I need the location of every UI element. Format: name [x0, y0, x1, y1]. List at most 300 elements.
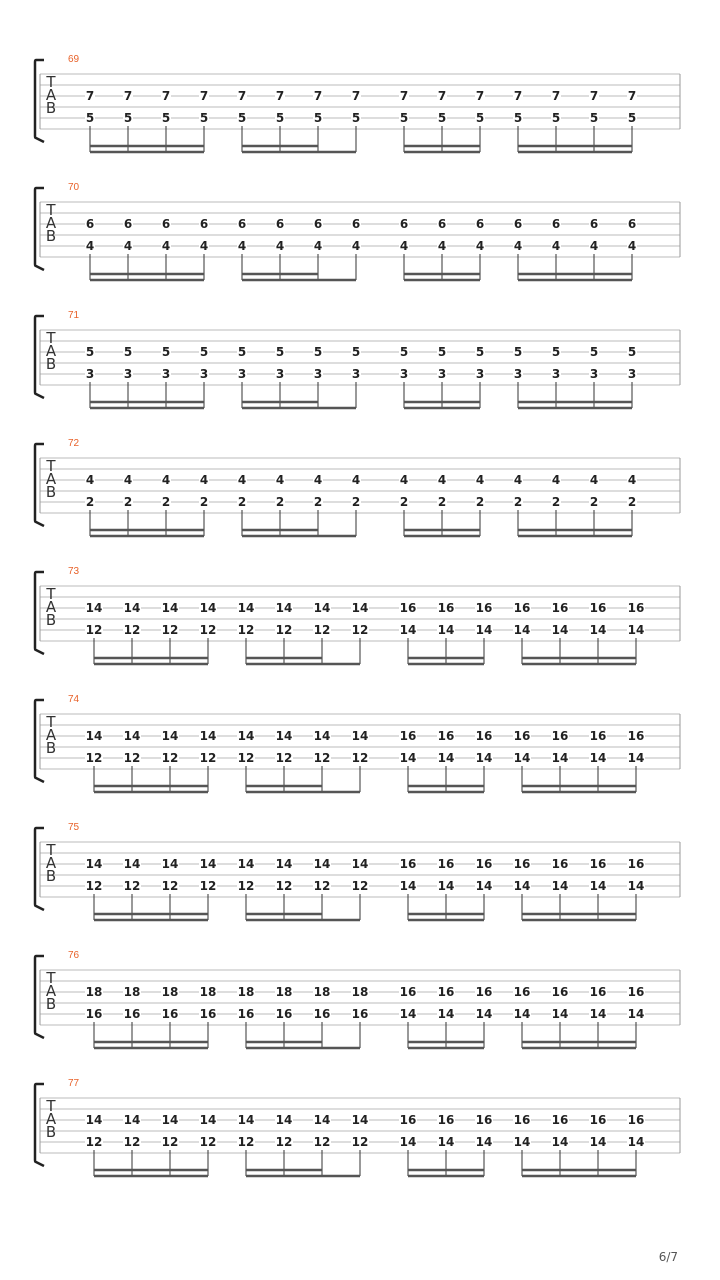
fret-number: 5 [627, 345, 637, 359]
fret-number: 4 [351, 473, 361, 487]
tab-clef-letter: B [45, 611, 57, 629]
fret-number: 16 [589, 857, 607, 871]
fret-number: 14 [275, 857, 293, 871]
fret-number: 12 [199, 623, 217, 637]
fret-number: 14 [123, 729, 141, 743]
fret-number: 12 [123, 1135, 141, 1149]
fret-number: 14 [161, 1113, 179, 1127]
tab-clef-letter: T [46, 1097, 56, 1115]
fret-number: 5 [237, 111, 247, 125]
fret-number: 4 [513, 473, 523, 487]
fret-number: 14 [551, 623, 569, 637]
fret-number: 14 [313, 729, 331, 743]
fret-number: 16 [275, 1007, 293, 1021]
fret-number: 3 [551, 367, 561, 381]
fret-number: 16 [513, 1113, 531, 1127]
fret-number: 5 [551, 111, 561, 125]
fret-number: 12 [351, 623, 369, 637]
fret-number: 12 [85, 879, 103, 893]
fret-number: 4 [123, 239, 133, 253]
tab-clef-letter: A [45, 982, 57, 1000]
fret-number: 12 [199, 879, 217, 893]
fret-number: 3 [513, 367, 523, 381]
fret-number: 3 [161, 367, 171, 381]
fret-number: 5 [123, 345, 133, 359]
fret-number: 16 [399, 985, 417, 999]
fret-number: 6 [513, 217, 523, 231]
measure-number: 72 [68, 438, 80, 449]
fret-number: 12 [275, 1135, 293, 1149]
fret-number: 12 [161, 751, 179, 765]
fret-number: 2 [589, 495, 599, 509]
measure-number: 71 [68, 310, 80, 321]
fret-number: 14 [551, 751, 569, 765]
fret-number: 5 [437, 111, 447, 125]
fret-number: 16 [551, 857, 569, 871]
fret-number: 7 [475, 89, 485, 103]
page-number: 6/7 [658, 1250, 678, 1264]
fret-number: 2 [627, 495, 637, 509]
fret-number: 5 [313, 111, 323, 125]
fret-number: 5 [161, 111, 171, 125]
fret-number: 3 [475, 367, 485, 381]
fret-number: 4 [399, 473, 409, 487]
fret-number: 16 [237, 1007, 255, 1021]
fret-number: 14 [437, 1135, 455, 1149]
fret-number: 12 [275, 751, 293, 765]
fret-number: 12 [123, 751, 141, 765]
measure-number: 76 [68, 950, 80, 961]
fret-number: 7 [551, 89, 561, 103]
fret-number: 5 [437, 345, 447, 359]
fret-number: 16 [399, 601, 417, 615]
fret-number: 14 [551, 1135, 569, 1149]
fret-number: 14 [351, 601, 369, 615]
fret-number: 14 [313, 601, 331, 615]
tab-system [35, 438, 680, 536]
tab-clef-letter: A [45, 470, 57, 488]
fret-number: 16 [351, 1007, 369, 1021]
fret-number: 14 [475, 1007, 493, 1021]
fret-number: 16 [437, 857, 455, 871]
fret-number: 14 [589, 751, 607, 765]
fret-number: 14 [275, 1113, 293, 1127]
fret-number: 7 [437, 89, 447, 103]
fret-number: 3 [123, 367, 133, 381]
fret-number: 16 [627, 601, 645, 615]
fret-number: 2 [237, 495, 247, 509]
fret-number: 7 [627, 89, 637, 103]
fret-number: 6 [437, 217, 447, 231]
fret-number: 18 [161, 985, 179, 999]
fret-number: 4 [85, 473, 95, 487]
fret-number: 7 [161, 89, 171, 103]
measure-number: 70 [68, 182, 80, 193]
fret-number: 12 [351, 879, 369, 893]
fret-number: 6 [313, 217, 323, 231]
fret-number: 5 [475, 111, 485, 125]
fret-number: 14 [237, 729, 255, 743]
tab-system [35, 694, 680, 792]
fret-number: 2 [275, 495, 285, 509]
fret-number: 6 [199, 217, 209, 231]
fret-number: 16 [627, 729, 645, 743]
fret-number: 16 [551, 985, 569, 999]
fret-number: 12 [123, 879, 141, 893]
fret-number: 3 [237, 367, 247, 381]
fret-number: 2 [475, 495, 485, 509]
fret-number: 12 [237, 1135, 255, 1149]
fret-number: 5 [199, 345, 209, 359]
fret-number: 14 [199, 729, 217, 743]
tab-clef-letter: T [46, 841, 56, 859]
fret-number: 14 [85, 601, 103, 615]
fret-number: 4 [437, 239, 447, 253]
fret-number: 16 [551, 601, 569, 615]
fret-number: 4 [313, 239, 323, 253]
fret-number: 14 [475, 1135, 493, 1149]
fret-number: 14 [475, 623, 493, 637]
fret-number: 12 [313, 879, 331, 893]
fret-number: 5 [275, 111, 285, 125]
fret-number: 7 [313, 89, 323, 103]
measure-number: 73 [68, 566, 80, 577]
fret-number: 14 [399, 1007, 417, 1021]
tab-clef-letter: B [45, 355, 57, 373]
fret-number: 16 [589, 985, 607, 999]
measure-number: 69 [68, 54, 80, 65]
fret-number: 4 [85, 239, 95, 253]
fret-number: 12 [161, 623, 179, 637]
fret-number: 4 [199, 473, 209, 487]
fret-number: 14 [475, 879, 493, 893]
fret-number: 14 [85, 857, 103, 871]
fret-number: 14 [589, 623, 607, 637]
fret-number: 4 [199, 239, 209, 253]
fret-number: 16 [85, 1007, 103, 1021]
fret-number: 5 [589, 345, 599, 359]
fret-number: 4 [123, 473, 133, 487]
fret-number: 5 [351, 111, 361, 125]
fret-number: 16 [551, 1113, 569, 1127]
fret-number: 6 [627, 217, 637, 231]
fret-number: 14 [275, 729, 293, 743]
fret-number: 5 [85, 111, 95, 125]
fret-number: 16 [551, 729, 569, 743]
fret-number: 12 [313, 1135, 331, 1149]
fret-number: 16 [475, 857, 493, 871]
fret-number: 16 [123, 1007, 141, 1021]
tab-clef-letter: B [45, 739, 57, 757]
fret-number: 16 [399, 729, 417, 743]
fret-number: 4 [589, 239, 599, 253]
fret-number: 5 [313, 345, 323, 359]
fret-number: 7 [275, 89, 285, 103]
tab-clef-letter: B [45, 483, 57, 501]
fret-number: 6 [85, 217, 95, 231]
tab-clef-letter: T [46, 713, 56, 731]
fret-number: 7 [351, 89, 361, 103]
fret-number: 4 [313, 473, 323, 487]
measure-number: 75 [68, 822, 80, 833]
fret-number: 12 [313, 751, 331, 765]
fret-number: 16 [437, 1113, 455, 1127]
fret-number: 14 [475, 751, 493, 765]
fret-number: 14 [275, 601, 293, 615]
tab-system [35, 310, 680, 408]
fret-number: 16 [475, 729, 493, 743]
fret-number: 14 [627, 623, 645, 637]
fret-number: 12 [85, 623, 103, 637]
tab-clef-letter: A [45, 598, 57, 616]
fret-number: 5 [627, 111, 637, 125]
fret-number: 3 [627, 367, 637, 381]
fret-number: 5 [475, 345, 485, 359]
fret-number: 4 [275, 473, 285, 487]
fret-number: 14 [513, 751, 531, 765]
fret-number: 14 [627, 1135, 645, 1149]
fret-number: 16 [399, 857, 417, 871]
fret-number: 12 [199, 751, 217, 765]
fret-number: 18 [199, 985, 217, 999]
fret-number: 14 [123, 857, 141, 871]
fret-number: 14 [437, 1007, 455, 1021]
fret-number: 2 [85, 495, 95, 509]
fret-number: 14 [437, 623, 455, 637]
fret-number: 14 [85, 729, 103, 743]
fret-number: 14 [161, 601, 179, 615]
fret-number: 18 [275, 985, 293, 999]
fret-number: 7 [85, 89, 95, 103]
fret-number: 16 [627, 1113, 645, 1127]
fret-number: 12 [351, 751, 369, 765]
fret-number: 7 [399, 89, 409, 103]
fret-number: 12 [313, 623, 331, 637]
fret-number: 14 [399, 751, 417, 765]
fret-number: 14 [437, 751, 455, 765]
fret-number: 4 [513, 239, 523, 253]
fret-number: 16 [475, 1113, 493, 1127]
fret-number: 6 [161, 217, 171, 231]
fret-number: 6 [589, 217, 599, 231]
fret-number: 16 [199, 1007, 217, 1021]
fret-number: 4 [351, 239, 361, 253]
fret-number: 2 [199, 495, 209, 509]
fret-number: 14 [161, 729, 179, 743]
fret-number: 14 [199, 601, 217, 615]
fret-number: 12 [275, 879, 293, 893]
tab-clef-letter: T [46, 73, 56, 91]
fret-number: 5 [351, 345, 361, 359]
tab-system [35, 566, 680, 664]
fret-number: 14 [513, 879, 531, 893]
fret-number: 16 [513, 729, 531, 743]
fret-number: 16 [437, 729, 455, 743]
fret-number: 2 [399, 495, 409, 509]
fret-number: 2 [313, 495, 323, 509]
fret-number: 14 [513, 1135, 531, 1149]
fret-number: 14 [123, 601, 141, 615]
fret-number: 12 [237, 751, 255, 765]
fret-number: 5 [85, 345, 95, 359]
fret-number: 14 [627, 1007, 645, 1021]
fret-number: 14 [551, 879, 569, 893]
fret-number: 18 [123, 985, 141, 999]
tab-clef-letter: B [45, 867, 57, 885]
tab-clef-letter: T [46, 585, 56, 603]
fret-number: 2 [161, 495, 171, 509]
fret-number: 16 [589, 729, 607, 743]
fret-number: 3 [437, 367, 447, 381]
fret-number: 16 [627, 985, 645, 999]
tab-system [35, 54, 680, 152]
fret-number: 12 [85, 1135, 103, 1149]
fret-number: 4 [275, 239, 285, 253]
measure-number: 77 [68, 1078, 80, 1089]
fret-number: 6 [275, 217, 285, 231]
fret-number: 6 [475, 217, 485, 231]
fret-number: 12 [351, 1135, 369, 1149]
fret-number: 4 [551, 239, 561, 253]
fret-number: 5 [513, 111, 523, 125]
fret-number: 12 [199, 1135, 217, 1149]
fret-number: 3 [275, 367, 285, 381]
fret-number: 14 [85, 1113, 103, 1127]
fret-number: 16 [475, 985, 493, 999]
fret-number: 14 [627, 751, 645, 765]
tab-clef-letter: T [46, 329, 56, 347]
fret-number: 14 [351, 729, 369, 743]
fret-number: 14 [237, 1113, 255, 1127]
fret-number: 6 [351, 217, 361, 231]
fret-number: 2 [123, 495, 133, 509]
tab-clef-letter: B [45, 99, 57, 117]
fret-number: 14 [589, 1135, 607, 1149]
fret-number: 16 [437, 601, 455, 615]
fret-number: 4 [237, 473, 247, 487]
fret-number: 14 [399, 623, 417, 637]
measure-number: 74 [68, 694, 80, 705]
tab-clef-letter: A [45, 854, 57, 872]
fret-number: 5 [399, 345, 409, 359]
fret-number: 14 [161, 857, 179, 871]
fret-number: 7 [237, 89, 247, 103]
fret-number: 4 [627, 473, 637, 487]
fret-number: 14 [199, 1113, 217, 1127]
fret-number: 18 [313, 985, 331, 999]
fret-number: 16 [589, 1113, 607, 1127]
fret-number: 14 [437, 879, 455, 893]
tab-clef-letter: T [46, 969, 56, 987]
fret-number: 5 [199, 111, 209, 125]
tab-system [35, 1078, 680, 1176]
tab-clef-letter: A [45, 342, 57, 360]
fret-number: 5 [237, 345, 247, 359]
fret-number: 16 [513, 985, 531, 999]
fret-number: 14 [513, 1007, 531, 1021]
tab-clef-letter: B [45, 995, 57, 1013]
fret-number: 12 [161, 1135, 179, 1149]
fret-number: 4 [161, 473, 171, 487]
fret-number: 2 [351, 495, 361, 509]
fret-number: 16 [313, 1007, 331, 1021]
tab-clef-letter: A [45, 214, 57, 232]
fret-number: 6 [123, 217, 133, 231]
fret-number: 4 [399, 239, 409, 253]
fret-number: 4 [237, 239, 247, 253]
fret-number: 14 [589, 1007, 607, 1021]
fret-number: 14 [351, 857, 369, 871]
tab-clef-letter: A [45, 1110, 57, 1128]
fret-number: 5 [589, 111, 599, 125]
fret-number: 18 [237, 985, 255, 999]
fret-number: 14 [399, 1135, 417, 1149]
fret-number: 16 [399, 1113, 417, 1127]
fret-number: 16 [161, 1007, 179, 1021]
fret-number: 14 [399, 879, 417, 893]
fret-number: 3 [85, 367, 95, 381]
fret-number: 3 [199, 367, 209, 381]
fret-number: 12 [237, 879, 255, 893]
fret-number: 16 [589, 601, 607, 615]
fret-number: 7 [513, 89, 523, 103]
fret-number: 12 [161, 879, 179, 893]
fret-number: 18 [351, 985, 369, 999]
fret-number: 14 [551, 1007, 569, 1021]
fret-number: 16 [475, 601, 493, 615]
fret-number: 4 [627, 239, 637, 253]
fret-number: 16 [627, 857, 645, 871]
fret-number: 4 [589, 473, 599, 487]
fret-number: 5 [161, 345, 171, 359]
tab-clef-letter: B [45, 1123, 57, 1141]
fret-number: 12 [123, 623, 141, 637]
fret-number: 14 [313, 1113, 331, 1127]
fret-number: 16 [513, 857, 531, 871]
fret-number: 14 [199, 857, 217, 871]
fret-number: 6 [237, 217, 247, 231]
fret-number: 4 [475, 239, 485, 253]
fret-number: 18 [85, 985, 103, 999]
fret-number: 12 [85, 751, 103, 765]
fret-number: 7 [199, 89, 209, 103]
fret-number: 4 [475, 473, 485, 487]
tab-clef-letter: B [45, 227, 57, 245]
tab-system [35, 822, 680, 920]
fret-number: 14 [237, 601, 255, 615]
tab-system [35, 950, 680, 1048]
fret-number: 4 [161, 239, 171, 253]
tab-system [35, 182, 680, 280]
fret-number: 14 [351, 1113, 369, 1127]
fret-number: 12 [275, 623, 293, 637]
fret-number: 14 [627, 879, 645, 893]
fret-number: 2 [437, 495, 447, 509]
fret-number: 16 [513, 601, 531, 615]
fret-number: 14 [313, 857, 331, 871]
fret-number: 14 [589, 879, 607, 893]
fret-number: 2 [513, 495, 523, 509]
tab-clef-letter: T [46, 457, 56, 475]
fret-number: 3 [399, 367, 409, 381]
fret-number: 7 [589, 89, 599, 103]
fret-number: 7 [123, 89, 133, 103]
fret-number: 14 [513, 623, 531, 637]
fret-number: 5 [123, 111, 133, 125]
fret-number: 2 [551, 495, 561, 509]
fret-number: 6 [551, 217, 561, 231]
fret-number: 5 [399, 111, 409, 125]
